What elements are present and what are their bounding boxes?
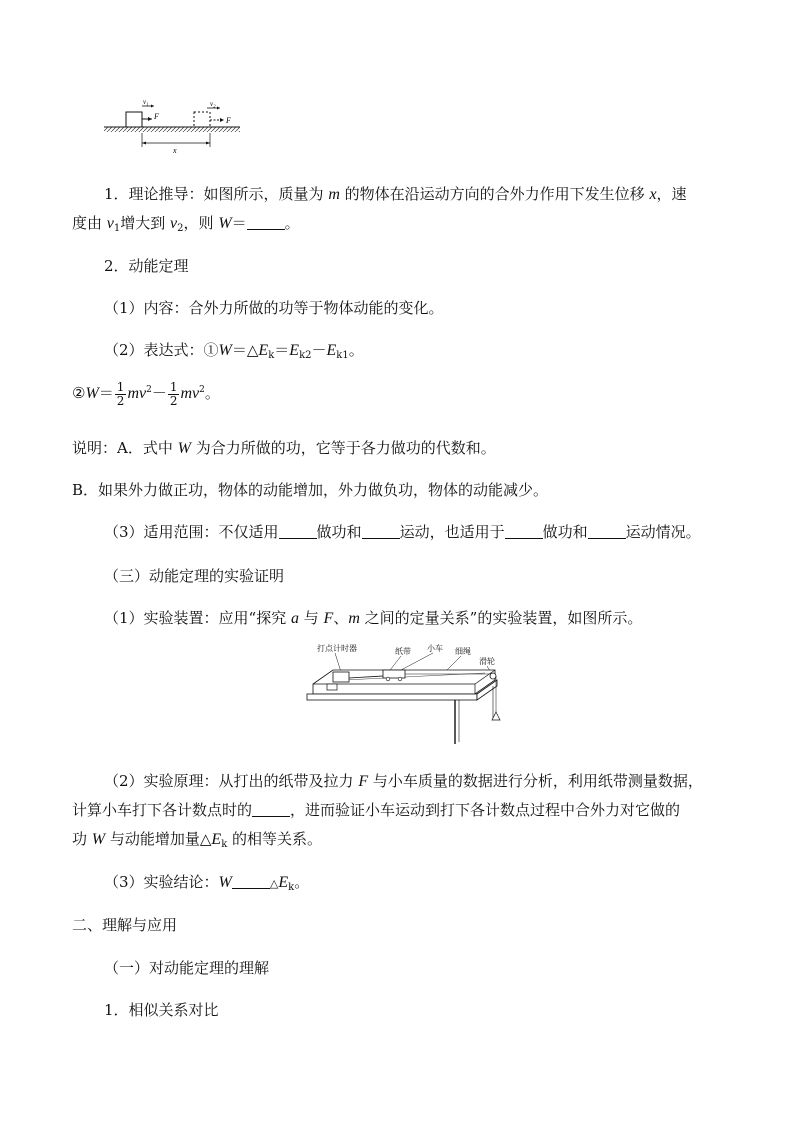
theorem-content: （1）内容：合外力所做的功等于物体动能的变化。 <box>104 299 444 317</box>
answer-blank[interactable] <box>247 215 285 230</box>
experiment-conclusion: （3）实验结论：W $\triangle E_k$。 <box>104 873 310 893</box>
section-heading-understanding: 二、理解与应用 <box>72 916 178 934</box>
principle-line-1: （2）实验原理：从打出的纸带及拉力 F 与小车质量的数据进行分析，利用纸带测量数据， <box>104 772 703 790</box>
ground-hatch <box>104 127 240 132</box>
note-a: 说明：A．式中 W 为合力所做的功，它等于各力做功的代数和。 <box>72 439 496 457</box>
experiment-apparatus-figure <box>305 640 505 746</box>
subsection-heading-theorem: （一）对动能定理的理解 <box>104 959 270 977</box>
ticker-timer <box>333 672 349 682</box>
derivation-line-1: 1．理论推导：如图所示，质量为 m 的物体在沿运动方向的合外力作用下发生位移 x，速 <box>104 185 687 203</box>
derivation-line-2: 度由 $v_1$增大到 $v_2$，则 W＝ 。 <box>72 214 300 234</box>
force-label-2: F <box>226 116 231 125</box>
blank-velocity[interactable] <box>252 802 290 817</box>
theorem-expression-2: ②W＝ $\frac{1}{2}$ $mv^2-$ $\frac{1}{2}$ $mv^2$。 <box>72 379 220 408</box>
blank-3[interactable] <box>505 524 543 539</box>
cart <box>383 670 405 678</box>
label-timer: 打点计时器 <box>317 644 357 653</box>
fraction-half-2: $\frac{1}{2}$ <box>169 379 178 408</box>
scope-of-application: （3）适用范围：不仅适用 做功和 运动，也适用于 做功和 运动情况。 <box>104 523 701 541</box>
fraction-half-1: $\frac{1}{2}$ <box>116 379 125 408</box>
section-heading-experiment: （三）动能定理的实验证明 <box>104 567 285 585</box>
label-cart: 小车 <box>427 644 443 653</box>
subsection-similar-relations: 1．相似关系对比 <box>104 1001 219 1019</box>
block-displacement-figure <box>100 95 250 155</box>
block-start <box>126 112 142 127</box>
experiment-apparatus: （1）实验装置：应用“探究 a 与 F、m 之间的定量关系”的实验装置，如图所示。 <box>104 609 643 627</box>
principle-line-2: 计算小车打下各计数点时的 ，进而验证小车运动到打下各计数点过程中合外力对它做的 <box>72 801 681 819</box>
table-top <box>307 694 477 700</box>
label-tape: 纸带 <box>395 647 411 656</box>
blank-relation[interactable] <box>232 874 270 889</box>
label-pulley: 滑轮 <box>479 657 495 666</box>
label-rope: 细绳 <box>455 647 471 656</box>
blank-2[interactable] <box>362 524 400 539</box>
blank-1[interactable] <box>279 524 317 539</box>
blank-4[interactable] <box>588 524 626 539</box>
pulley <box>490 673 496 679</box>
velocity-label-2: v₂ <box>210 100 216 108</box>
principle-line-3: 功 W 与动能增加量$\triangle E_k$ 的相等关系。 <box>72 830 323 850</box>
section-heading-kinetic-theorem: 2．动能定理 <box>104 257 189 275</box>
force-label-1: F <box>154 112 159 121</box>
displacement-label: x <box>173 146 177 155</box>
block-end <box>194 112 210 127</box>
theorem-expression-1: （2）表达式：$①W=\triangle E_k=E_{k2}-E_{k1}$。 <box>104 341 364 361</box>
note-b: B．如果外力做正功，物体的动能增加，外力做负功，物体的动能减少。 <box>72 481 549 499</box>
velocity-label-1: v₁ <box>143 98 149 106</box>
